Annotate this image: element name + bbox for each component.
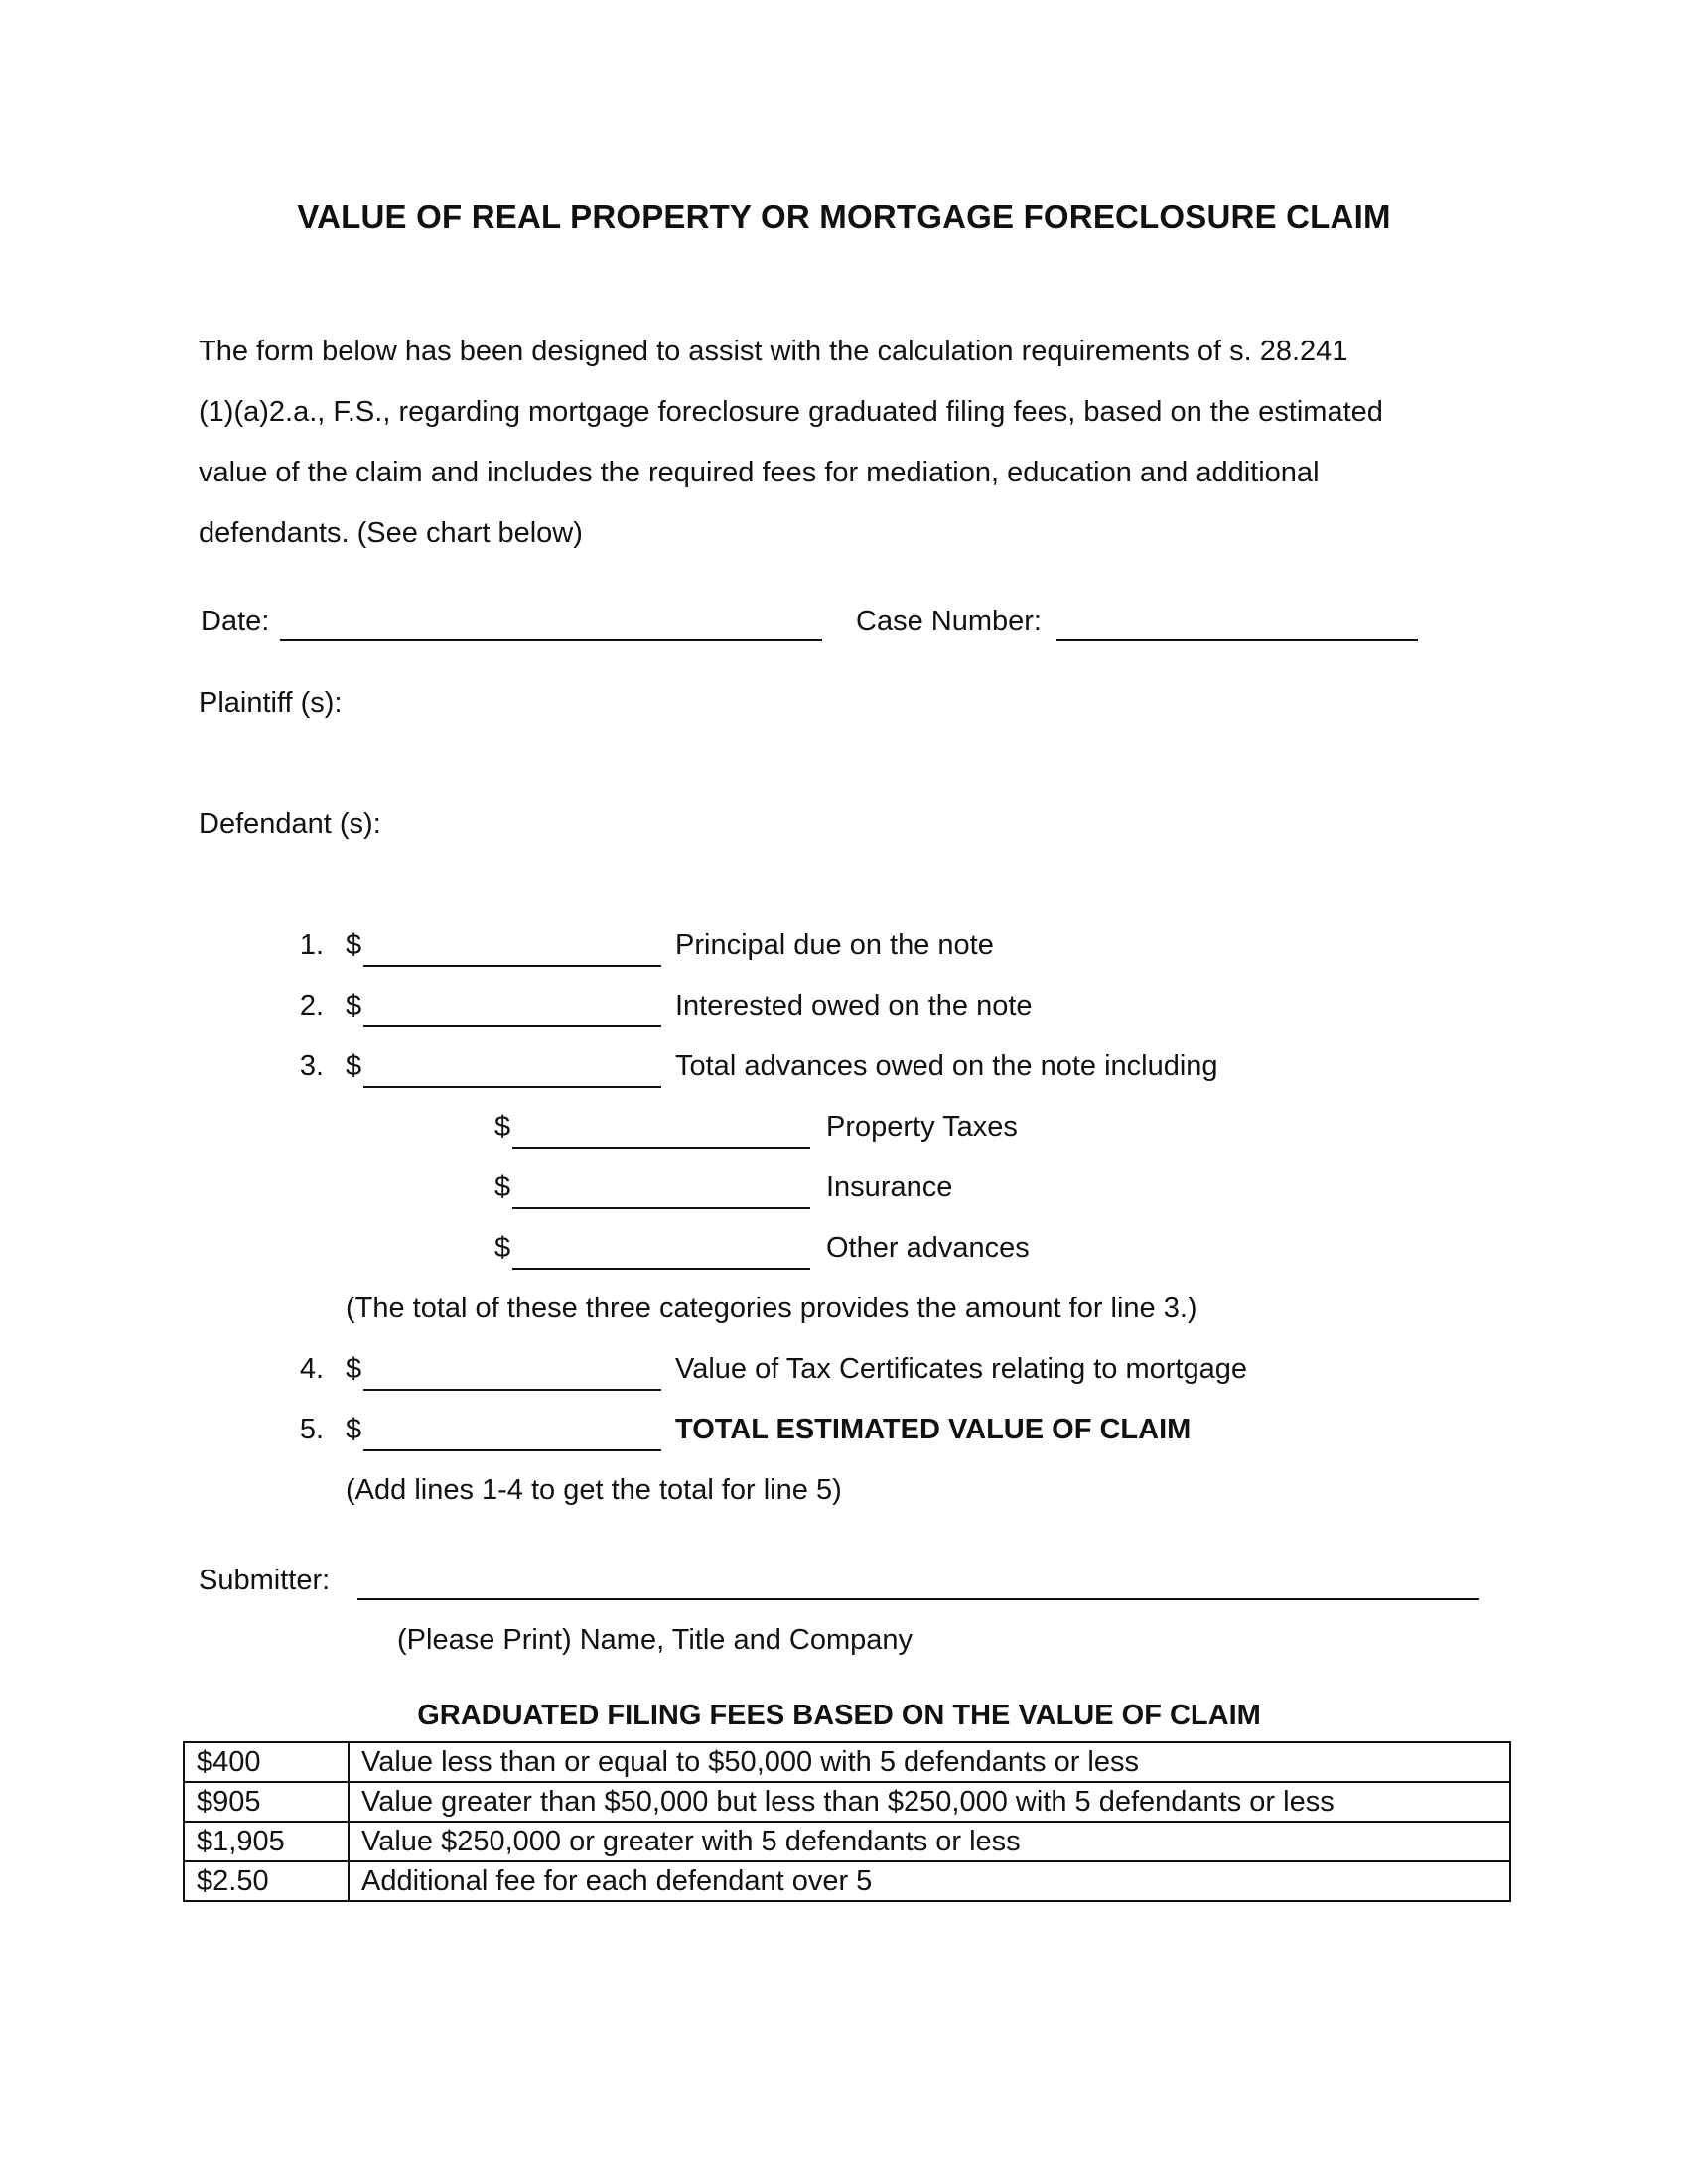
fee-description: Value greater than $50,000 but less than $250,000 with 5 defendants or less (349, 1782, 1510, 1822)
dollar-sign: $ (494, 1111, 511, 1143)
interest-amount-field[interactable] (363, 1025, 661, 1027)
property-taxes-field[interactable] (512, 1147, 810, 1149)
fee-description: Value $250,000 or greater with 5 defendants or less (349, 1822, 1510, 1861)
line3-note: (The total of these three categories provides the amount for line 3.) (346, 1293, 1197, 1324)
table-row (184, 1861, 1510, 1901)
item-number: 4. (299, 1353, 324, 1385)
submitter-field[interactable] (357, 1598, 1479, 1600)
dollar-sign: $ (346, 1050, 362, 1082)
intro-paragraph (199, 322, 1470, 564)
case-number-label: Case Number: (856, 606, 1042, 637)
item-number: 5. (299, 1414, 324, 1445)
item-label: Value of Tax Certificates relating to mortgage (675, 1353, 1248, 1385)
line5-note: (Add lines 1-4 to get the total for line 5) (346, 1474, 842, 1506)
intro-line: (1)(a)2.a., F.S., regarding mortgage foreclosure graduated filing fees, based on the estimated (199, 396, 1383, 428)
table-row (184, 1822, 1510, 1861)
principal-amount-field[interactable] (363, 965, 661, 967)
fee-amount: $2.50 (184, 1861, 349, 1901)
dollar-sign: $ (346, 1353, 362, 1385)
dollar-sign: $ (346, 929, 362, 961)
page-title: VALUE OF REAL PROPERTY OR MORTGAGE FORECLOSURE CLAIM (297, 199, 1391, 235)
item-label: Principal due on the note (675, 929, 994, 961)
item-label: Interested owed on the note (675, 990, 1033, 1022)
fee-description: Value less than or equal to $50,000 with 5 defendants or less (349, 1742, 1510, 1782)
total-value-field[interactable] (363, 1449, 661, 1451)
table-row (184, 1742, 1510, 1782)
sub-item-label: Insurance (826, 1171, 953, 1203)
intro-line: value of the claim and includes the required fees for mediation, education and additional (199, 457, 1320, 488)
item-label-total: TOTAL ESTIMATED VALUE OF CLAIM (675, 1414, 1192, 1445)
other-advances-field[interactable] (512, 1268, 810, 1270)
intro-line: defendants. (See chart below) (199, 517, 583, 549)
table-row (184, 1782, 1510, 1822)
date-field[interactable] (280, 639, 822, 641)
item-number: 1. (299, 929, 324, 961)
fee-amount: $1,905 (184, 1822, 349, 1861)
item-number: 2. (299, 990, 324, 1022)
plaintiff-label: Plaintiff (s): (199, 687, 343, 719)
dollar-sign: $ (346, 990, 362, 1022)
sub-item-label: Other advances (826, 1232, 1030, 1264)
advances-amount-field[interactable] (363, 1086, 661, 1088)
fees-table (183, 1741, 1511, 1902)
date-label: Date: (201, 606, 270, 637)
submitter-label: Submitter: (199, 1565, 331, 1596)
dollar-sign: $ (494, 1171, 511, 1203)
case-number-field[interactable] (1056, 639, 1418, 641)
dollar-sign: $ (346, 1414, 362, 1445)
item-number: 3. (299, 1050, 324, 1082)
fee-amount: $400 (184, 1742, 349, 1782)
item-label: Total advances owed on the note including (675, 1050, 1218, 1082)
sub-item-label: Property Taxes (826, 1111, 1018, 1143)
intro-line: The form below has been designed to assist with the calculation requirements of s. 28.241 (199, 336, 1348, 367)
submitter-hint: (Please Print) Name, Title and Company (397, 1624, 913, 1656)
tax-certificates-field[interactable] (363, 1389, 661, 1391)
fee-amount: $905 (184, 1782, 349, 1822)
dollar-sign: $ (494, 1232, 511, 1264)
insurance-field[interactable] (512, 1207, 810, 1209)
fee-description: Additional fee for each defendant over 5 (349, 1861, 1510, 1901)
defendant-label: Defendant (s): (199, 808, 381, 840)
fees-heading: GRADUATED FILING FEES BASED ON THE VALUE OF CLAIM (417, 1700, 1261, 1731)
